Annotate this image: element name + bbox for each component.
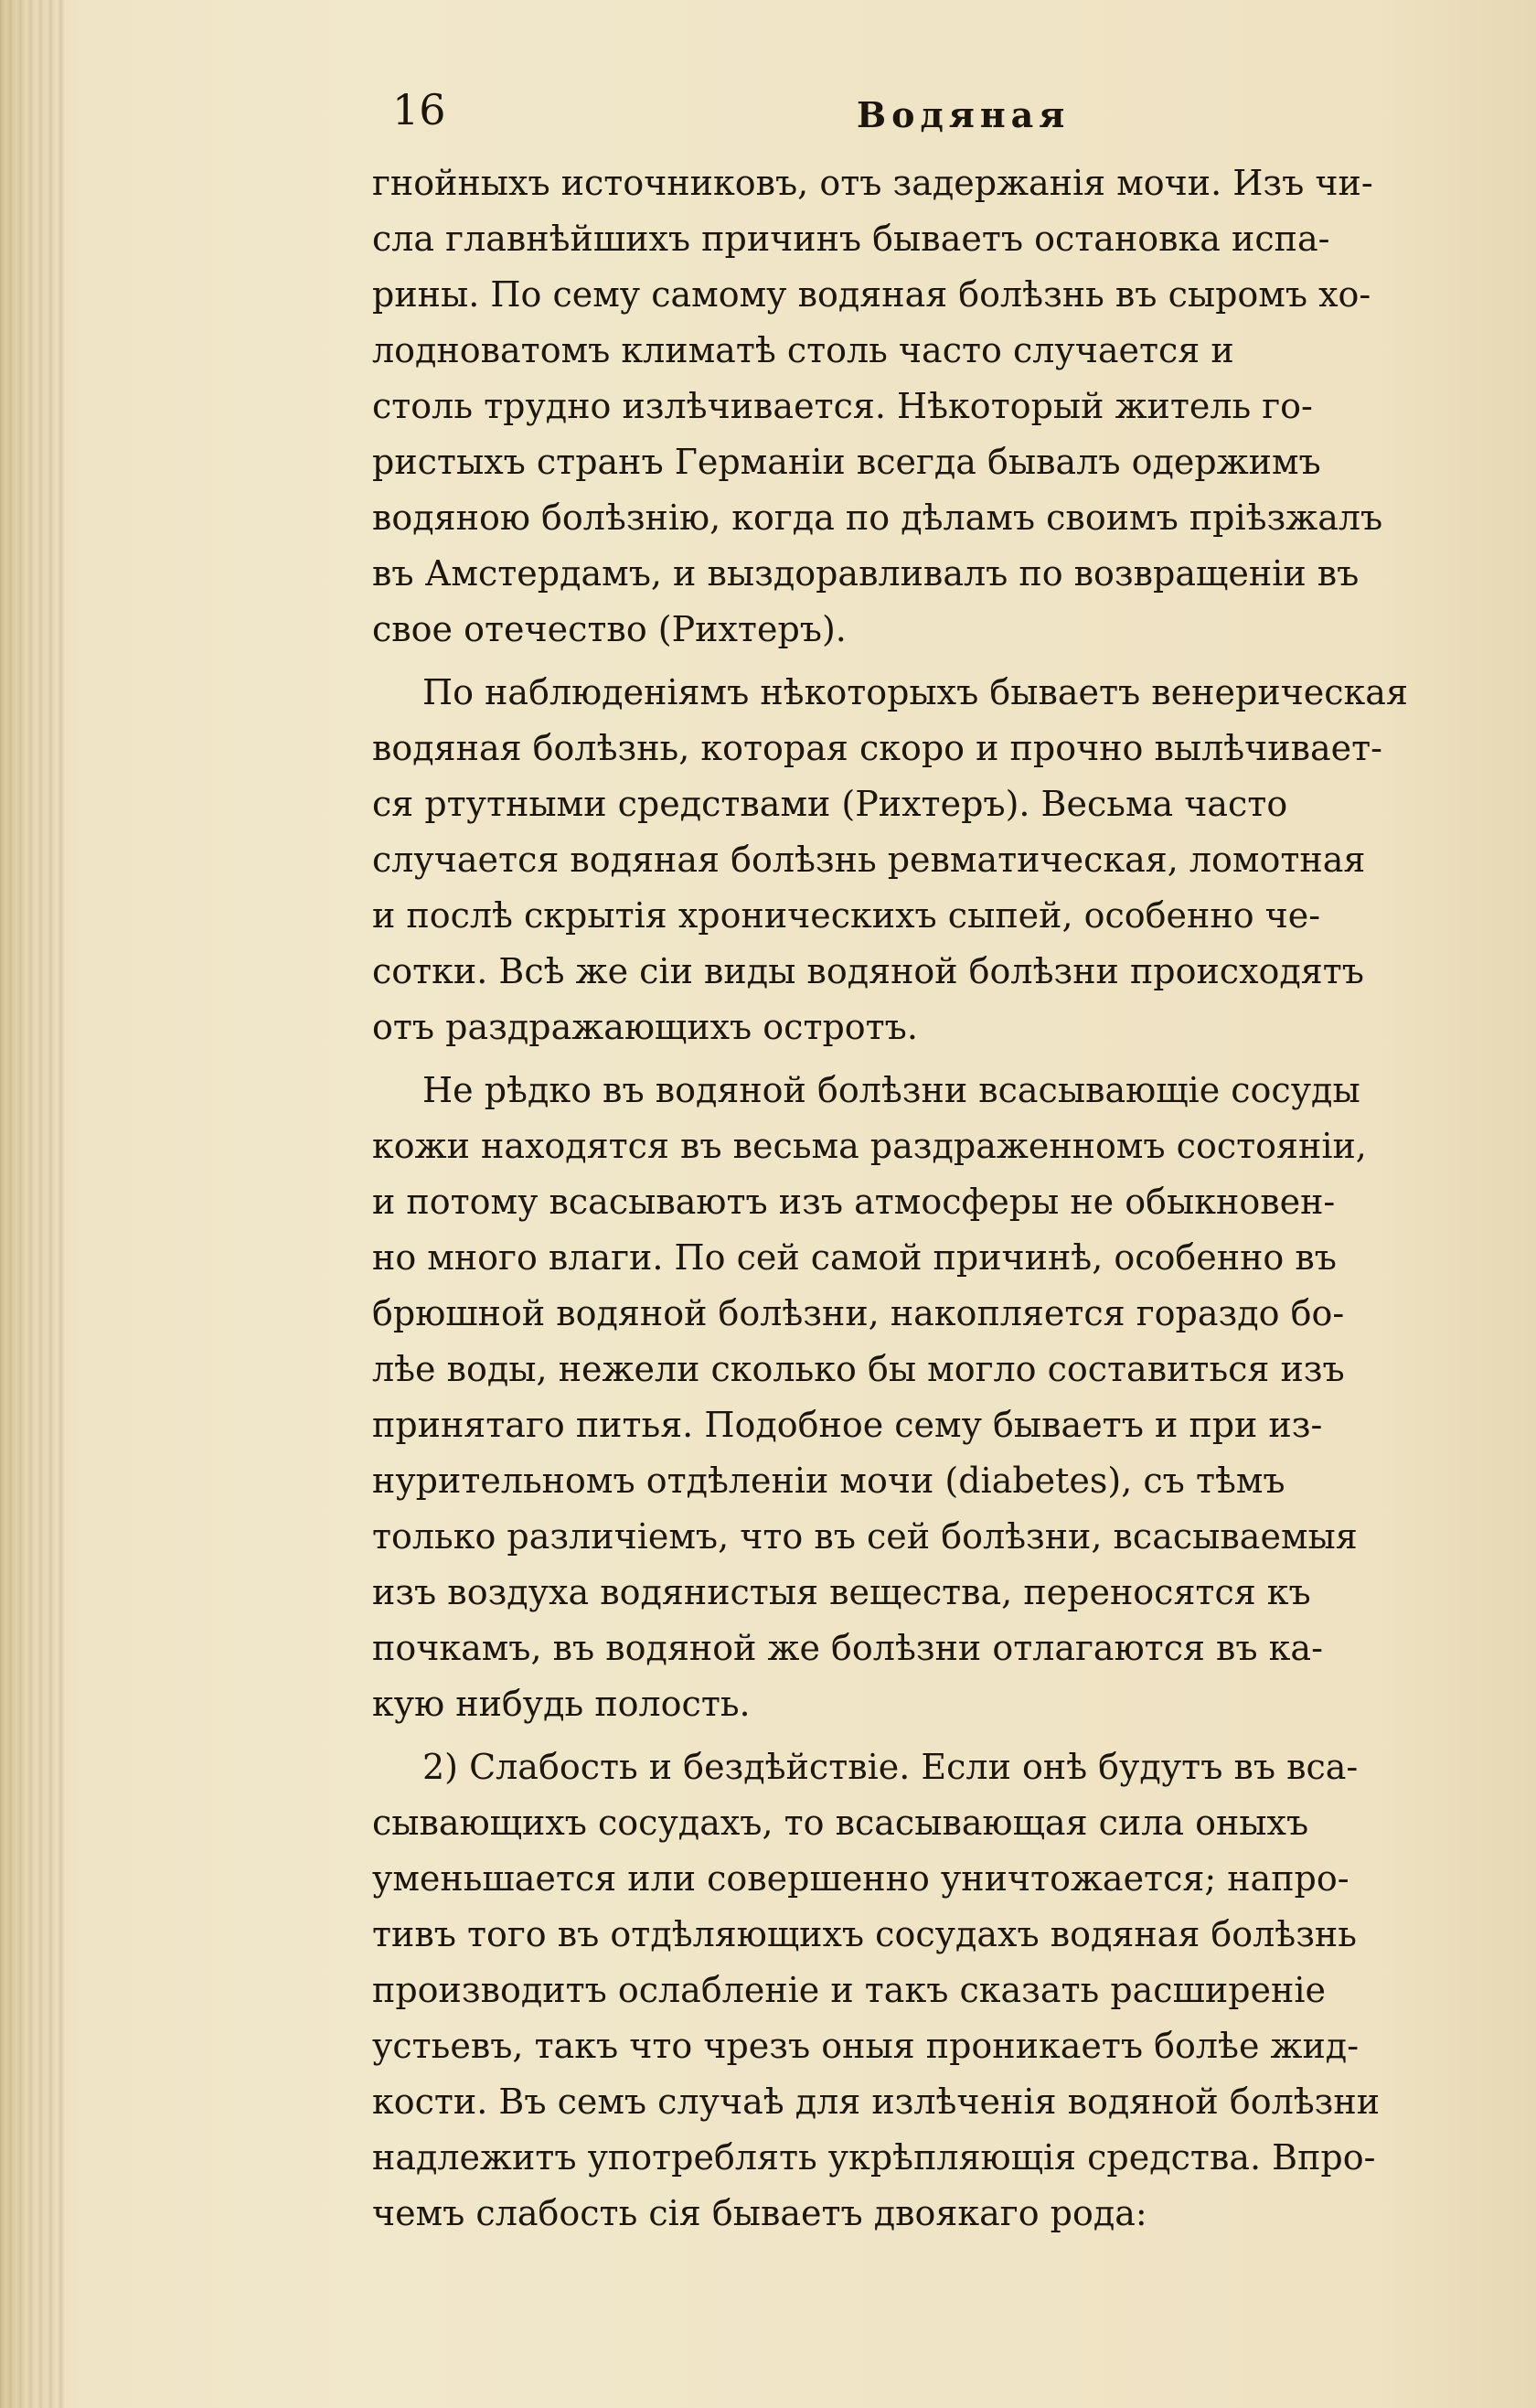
text-line: кости. Въ семъ случаѣ для излѣченія водяной болѣзни: [372, 2082, 1381, 2122]
text-line: кую нибудь полость.: [372, 1684, 751, 1724]
text-line: чемъ слабость сія бываетъ двоякаго рода:: [372, 2193, 1147, 2233]
text-line: надлежитъ употреблять укрѣпляющія средства. Впро-: [372, 2137, 1376, 2178]
text-line: кожи находятся въ весьма раздраженномъ состояніи,: [372, 1126, 1367, 1166]
text-line: почкамъ, въ водяной же болѣзни отлагаются въ ка-: [372, 1628, 1323, 1668]
body-text: [372, 155, 1506, 2242]
text-line: рины. По сему самому водяная болѣзнь въ сыромъ хо-: [372, 274, 1371, 315]
text-line: сла главнѣйшихъ причинъ бываетъ остановка испа-: [372, 219, 1330, 259]
text-line: По наблюденіямъ нѣкоторыхъ бываетъ венерическая: [422, 672, 1408, 712]
text-line: и послѣ скрытія хроническихъ сыпей, особенно че-: [372, 895, 1321, 936]
text-line: ся ртутными средствами (Рихтеръ). Весьма часто: [372, 784, 1288, 824]
text-line: и потому всасываютъ изъ атмосферы не обыкновен-: [372, 1182, 1336, 1222]
text-line: производитъ ослабленіе и такъ сказать расширеніе: [372, 1970, 1327, 2010]
text-line: лѣе воды, нежели сколько бы могло составиться изъ: [372, 1349, 1345, 1389]
text-line: устьевъ, такъ что чрезъ оныя проникаетъ болѣе жид-: [372, 2026, 1360, 2066]
text-line: свое отечество (Рихтеръ).: [372, 609, 847, 649]
text-line: лодноватомъ климатѣ столь часто случается и: [372, 330, 1234, 370]
text-line: въ Амстердамъ, и выздоравливалъ по возвращеніи въ: [372, 553, 1360, 594]
running-head: Водяная: [857, 94, 1071, 135]
page-number: 16: [392, 85, 446, 134]
text-line: Не рѣдко въ водяной болѣзни всасывающіе сосуды: [422, 1070, 1360, 1110]
text-line: отъ раздражающихъ остротъ.: [372, 1007, 918, 1047]
text-line: гнойныхъ источниковъ, отъ задержанія мочи. Изъ чи-: [372, 163, 1373, 203]
text-line: водяная болѣзнь, которая скоро и прочно вылѣчивает-: [372, 728, 1383, 768]
text-line: брюшной водяной болѣзни, накопляется гораздо бо-: [372, 1293, 1345, 1333]
text-line: только различіемъ, что въ сей болѣзни, всасываемыя: [372, 1516, 1358, 1557]
text-line: принятаго питья. Подобное сему бываетъ и при из-: [372, 1405, 1323, 1445]
text-line: нурительномъ отдѣленіи мочи (diabetes), съ тѣмъ: [372, 1461, 1285, 1501]
text-line: но много влаги. По сей самой причинѣ, особенно въ: [372, 1237, 1337, 1278]
page-header: [372, 82, 1506, 155]
text-line: изъ воздуха водянистыя вещества, переносятся къ: [372, 1572, 1311, 1612]
text-line: тивъ того въ отдѣляющихъ сосудахъ водяная болѣзнь: [372, 1914, 1357, 1954]
text-line: столь трудно излѣчивается. Нѣкоторый житель го-: [372, 386, 1313, 426]
text-line: случается водяная болѣзнь ревматическая, ломотная: [372, 840, 1366, 880]
text-line: 2) Слабость и бездѣйствіе. Если онѣ будутъ въ вса-: [422, 1747, 1359, 1787]
text-line: сотки. Всѣ же сіи виды водяной болѣзни происходятъ: [372, 951, 1364, 991]
text-line: водяною болѣзнію, когда по дѣламъ своимъ пріѣзжалъ: [372, 498, 1383, 538]
text-line: ристыхъ странъ Германіи всегда бывалъ одержимъ: [372, 442, 1321, 482]
binding-gutter: [0, 0, 64, 2408]
text-line: уменьшается или совершенно уничтожается; напро-: [372, 1858, 1349, 1899]
text-line: сывающихъ сосудахъ, то всасывающая сила оныхъ: [372, 1803, 1309, 1843]
text-block: [372, 82, 1506, 2242]
